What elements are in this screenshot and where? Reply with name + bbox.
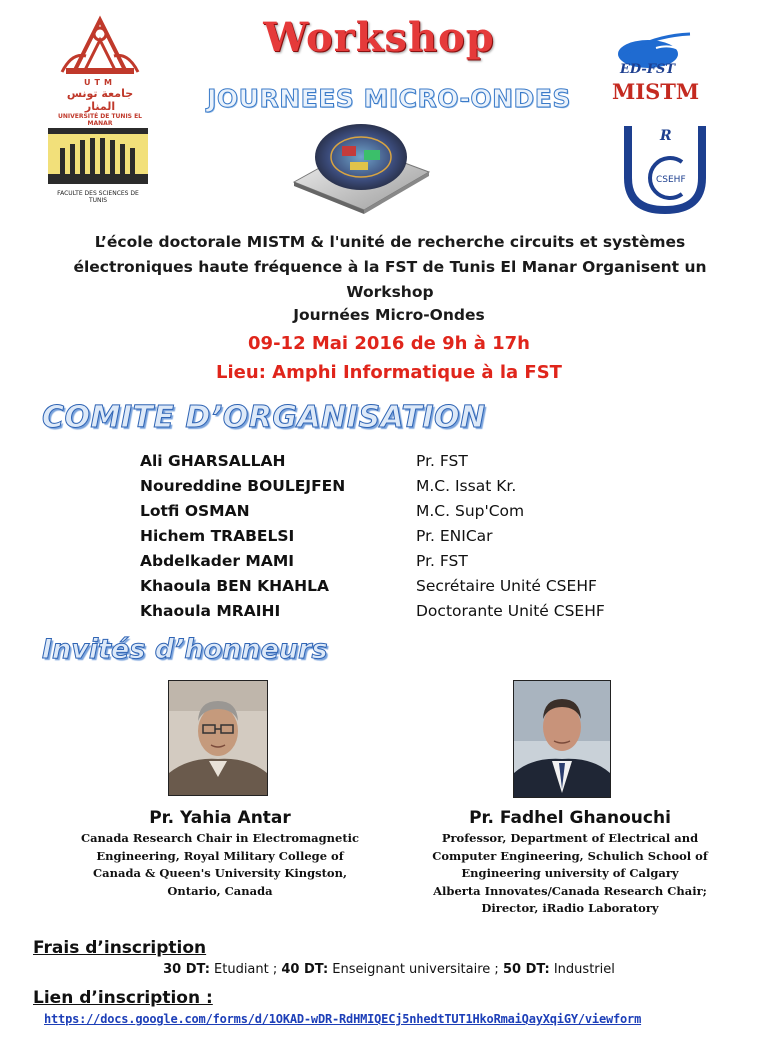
comite-member <box>140 527 660 552</box>
fst-logo <box>48 128 148 204</box>
comite-member <box>140 477 660 502</box>
member-name: Khaoula BEN KHAHLA <box>140 577 329 595</box>
guest-desc-line: Canada & Queen's University Kingston, <box>93 866 347 880</box>
fee-amount: 50 DT: <box>502 962 550 977</box>
guest-name: Pr. Fadhel Ghanouchi <box>469 808 671 828</box>
comite-member <box>140 452 660 477</box>
page-title: Workshop <box>263 14 495 61</box>
portrait-icon <box>514 681 610 797</box>
page-subtitle: JOURNEES MICRO-ONDES <box>207 84 571 113</box>
guest-photo-antar <box>168 680 268 796</box>
csehf-logo <box>620 122 710 214</box>
utm-logo <box>52 12 148 127</box>
utm-letters: UTM <box>84 78 116 87</box>
member-role: Doctorante Unité CSEHF <box>416 602 605 620</box>
utm-arabic-name: جامعة تونس المنار <box>66 87 134 113</box>
fee-amount: 30 DT: <box>163 962 210 977</box>
guest-description <box>410 830 730 918</box>
comite-member <box>140 577 660 602</box>
event-date: 09-12 Mai 2016 de 9h à 17h <box>248 333 530 354</box>
chip-icon <box>284 112 434 214</box>
fst-building-icon <box>48 128 148 184</box>
fee-label: Industriel <box>549 962 615 977</box>
guest-desc-line: Engineering university of Calgary <box>461 866 679 880</box>
fee-label: Etudiant ; <box>209 962 282 977</box>
guest-desc-line: Director, iRadio Laboratory <box>481 901 659 915</box>
guest-name: Pr. Yahia Antar <box>149 808 291 828</box>
event-location: Lieu: Amphi Informatique à la FST <box>216 362 562 383</box>
lien-heading: Lien d’inscription : <box>33 988 213 1008</box>
guest-desc-line: Engineering, Royal Military College of <box>96 848 344 863</box>
member-name: Hichem TRABELSI <box>140 527 295 545</box>
fee-label: Enseignant universitaire ; <box>328 962 503 977</box>
csehf-r-letter: R <box>660 128 672 144</box>
member-role: Pr. FST <box>416 452 468 470</box>
member-name: Noureddine BOULEJFEN <box>140 477 346 495</box>
event-name: Journées Micro-Ondes <box>293 306 485 324</box>
comite-member <box>140 552 660 577</box>
member-name: Lotfi OSMAN <box>140 502 250 520</box>
member-name: Khaoula MRAIHI <box>140 602 281 620</box>
guest-desc-line: Computer Engineering, Schulich School of <box>432 848 708 863</box>
comite-heading: COMITE D’ORGANISATION <box>42 400 486 435</box>
microwave-chip-image <box>284 112 434 214</box>
edfst-mistm-logo <box>606 30 704 110</box>
member-role: M.C. Issat Kr. <box>416 477 517 495</box>
member-name: Abdelkader MAMI <box>140 552 295 570</box>
member-role: Pr. FST <box>416 552 468 570</box>
comite-member <box>140 502 660 527</box>
intro-paragraph: L’école doctorale MISTM & l'unité de recherche circuits et systèmes électroniques haute fréquence à la FST de Tunis El Manar Organisent un Workshop <box>73 233 707 301</box>
member-role: Secrétaire Unité CSEHF <box>416 577 597 595</box>
guest-desc-line: Canada Research Chair in Electromagnetic <box>80 831 360 845</box>
utm-english-name: UNIVERSITÉ DE TUNIS EL MANAR <box>57 113 143 127</box>
invites-heading: Invités d’honneurs <box>42 634 328 665</box>
guest-desc-line: Ontario, Canada <box>167 883 273 898</box>
guest-desc-line: Alberta Innovates/Canada Research Chair; <box>433 883 707 898</box>
member-role: M.C. Sup'Com <box>416 502 525 520</box>
portrait-icon <box>169 681 267 795</box>
mistm-label: MISTM <box>612 79 700 104</box>
csehf-label: CSEHF <box>656 175 686 185</box>
guest-desc-line: Professor, Department of Electrical and <box>441 831 699 845</box>
member-role: Pr. ENICar <box>416 527 493 545</box>
guest-photo-ghanouchi <box>513 680 611 798</box>
utm-emblem-icon <box>52 12 148 74</box>
edfst-label: ED-FST <box>620 62 676 77</box>
registration-link[interactable]: https://docs.google.com/forms/d/1OKAD-wDR-RdHMIQECj5nhedtTUT1HkoRmaiQayXqiGY/viewform <box>44 1012 642 1026</box>
comite-member <box>140 602 660 627</box>
guest-description <box>60 830 380 900</box>
member-name: Ali GHARSALLAH <box>140 452 286 470</box>
fee-amount: 40 DT: <box>281 962 329 977</box>
fst-caption: FACULTE DES SCIENCES DE TUNIS <box>57 190 139 204</box>
frais-heading: Frais d’inscription <box>33 938 207 958</box>
frais-details <box>0 962 758 977</box>
